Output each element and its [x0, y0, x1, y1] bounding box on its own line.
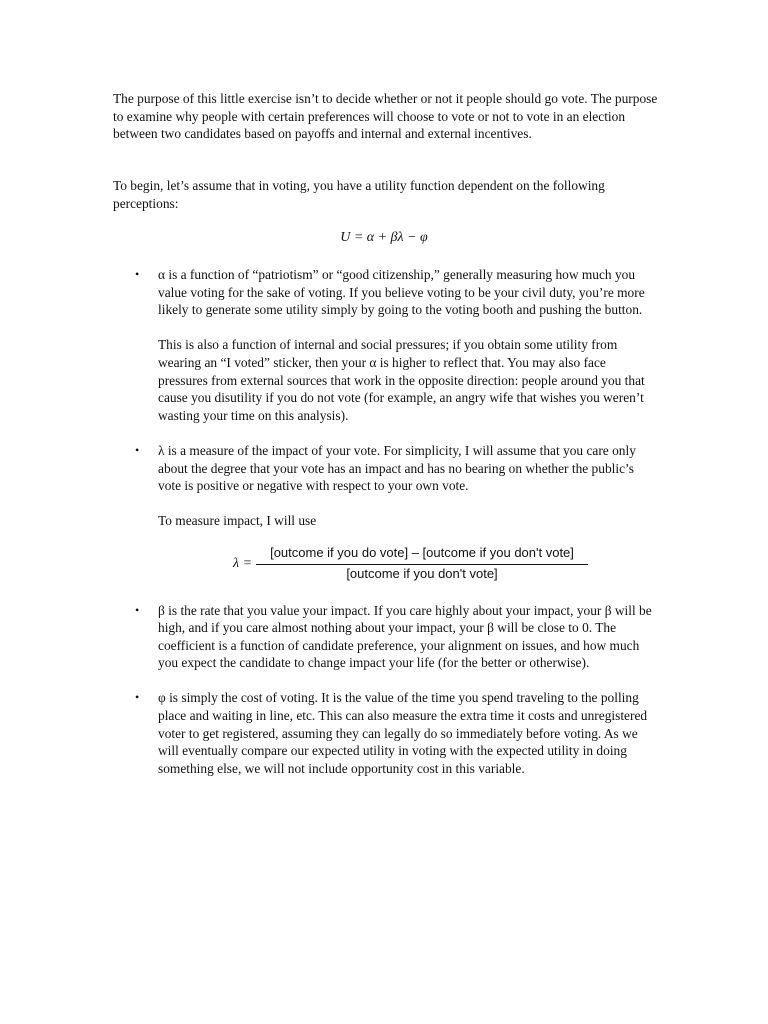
bullet-beta — [113, 602, 658, 672]
bullet-phi-text: φ is simply the cost of voting. It is the value of the time you spend traveling to the polling place and waiting in line, etc. This can also measure the extra time it costs and unregistered voter to get registered, assuming they can legally do so immediately before voting. As we will eventually compare our expected utility in voting with the expected utility in doing something else, we will not include opportunity cost in this variable. — [158, 690, 648, 776]
bullet-list — [113, 266, 658, 795]
bullet-alpha-text: α is a function of “patriotism” or “good citizenship,” generally measuring how much you value voting for the sake of voting. If you believe voting to be your civil duty, you’re more likely to generate some utility simply by going to the voting booth and pushing the button. — [158, 267, 645, 318]
utility-equation: U = α + βλ − φ — [340, 230, 428, 245]
formula-denominator: [outcome if you don't vote] — [346, 565, 498, 581]
bullet-alpha-subtext: This is also a function of internal and social pressures; if you obtain some utility from wearing an “I voted” sticker, then your α is higher to reflect that. You may also face pressures from external sources that work in the opposite direction: people around you that cause you disutility if you do not vote (for example, an angry wife that wishes you weren’t wasting your time on this analysis). — [158, 337, 645, 423]
bullet-lambda-subtext: To measure impact, I will use — [158, 513, 317, 529]
bullet-marker: • — [135, 267, 140, 281]
intro-text: The purpose of this little exercise isn’t to decide whether or not it people should go vote. The purpose to examine why people with certain preferences will choose to vote or not to vote in an election between two candidates based on payoffs and internal and external incentives. — [113, 91, 658, 142]
bullet-marker: • — [135, 442, 140, 457]
impact-formula — [158, 544, 658, 584]
bullet-marker: • — [135, 602, 140, 617]
bullet-alpha — [113, 266, 658, 424]
bullet-lambda-text: λ is a measure of the impact of your vote. For simplicity, I will assume that you care only about the degree that your vote has an impact and has no bearing on whether the public’s vote is positive or negative with respect to your own vote. — [158, 442, 636, 494]
bullet-marker: • — [135, 690, 140, 705]
formula-lhs: λ = — [233, 555, 253, 571]
formula-numerator: [outcome if you do vote] – [outcome if you don't vote] — [256, 544, 588, 565]
begin-text: To begin, let’s assume that in voting, you have a utility function dependent on the following perceptions: — [113, 178, 605, 211]
intro-paragraph — [113, 90, 658, 143]
begin-paragraph — [113, 177, 658, 212]
bullet-phi — [113, 689, 658, 777]
bullet-lambda — [113, 442, 658, 584]
bullet-beta-text: β is the rate that you value your impact. If you care highly about your impact, your β will be high, and if you care almost nothing about your impact, your β will be close to 0. The coefficient is a function of candidate preference, your alignment on issues, and how much you expect the candidate to change impact your life (for the better or otherwise). — [158, 602, 652, 671]
